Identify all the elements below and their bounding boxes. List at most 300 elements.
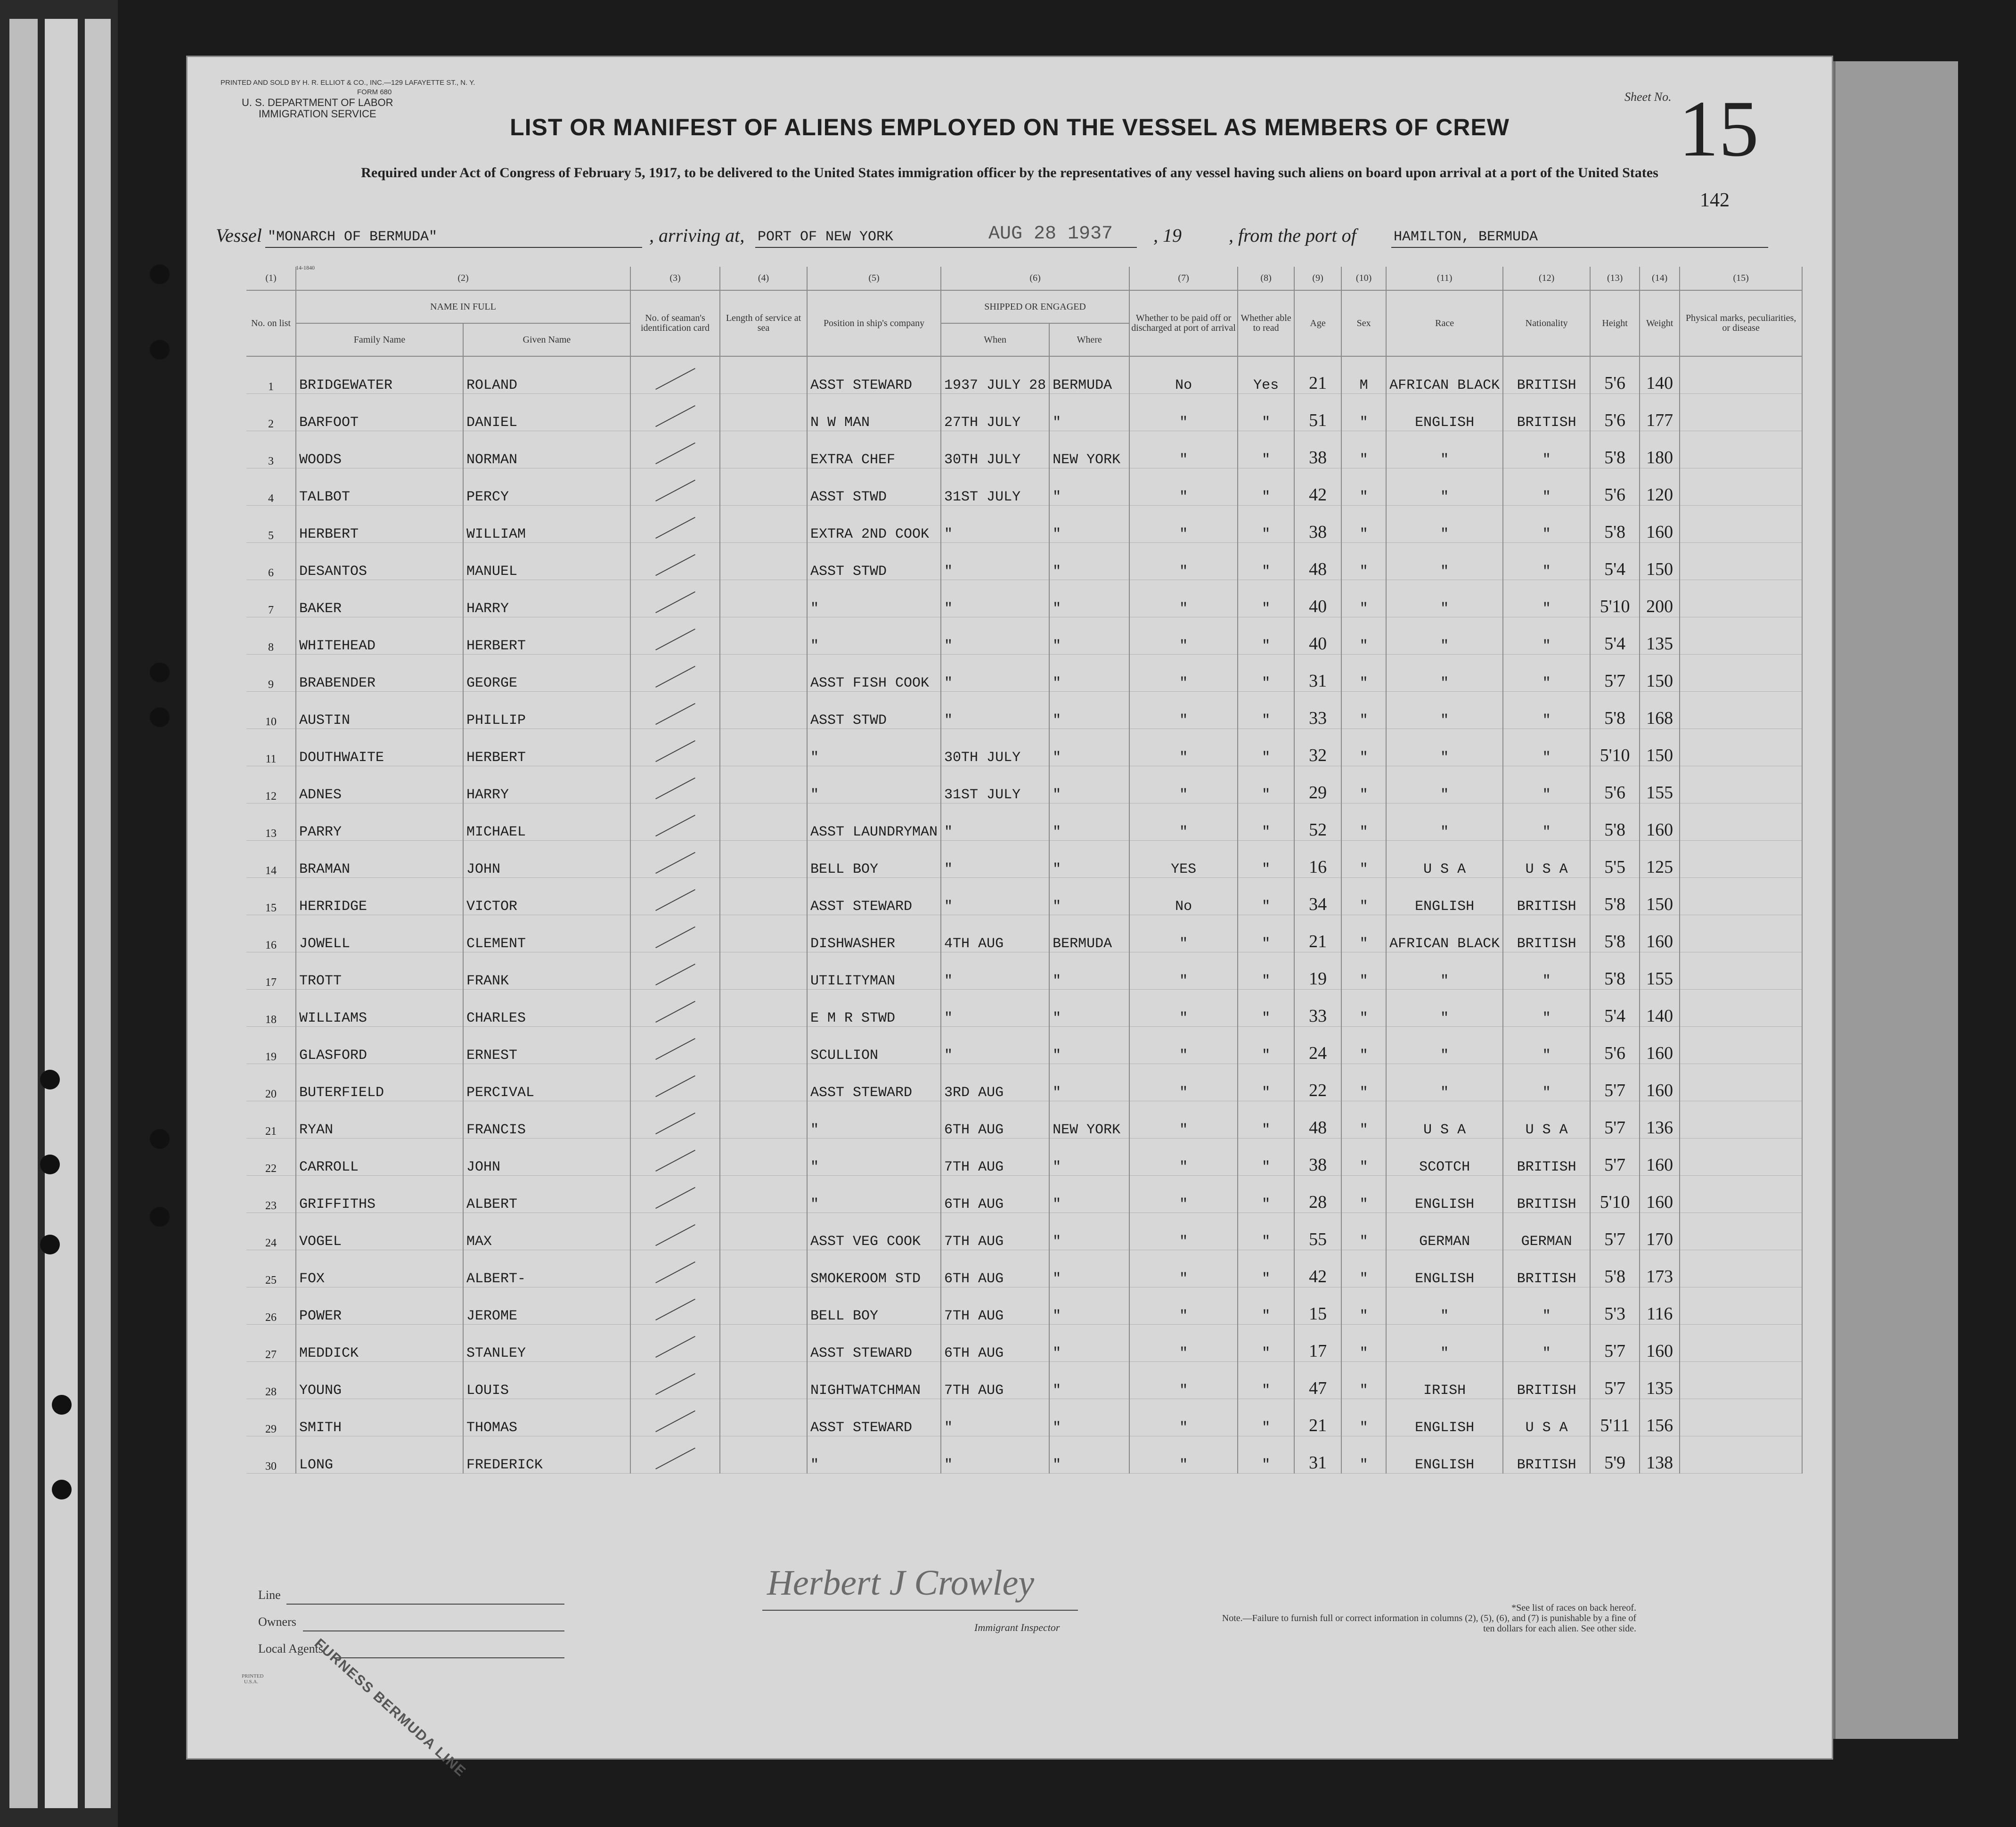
cell-seaman: [630, 952, 720, 990]
cell-nationality: BRITISH: [1503, 1139, 1590, 1176]
cell-paid: ": [1129, 506, 1238, 543]
cell-read: ": [1238, 394, 1294, 431]
arrival-date-stamp: AUG 28 1937: [988, 223, 1113, 245]
cell-when: ": [941, 1436, 1049, 1474]
cell-weight: 168: [1640, 692, 1680, 729]
service-name: IMMIGRATION SERVICE: [258, 108, 376, 120]
cell-nationality: U S A: [1503, 841, 1590, 878]
binder-page-edge: [45, 19, 78, 1808]
cell-position: EXTRA CHEF: [807, 431, 941, 468]
table-row: [246, 803, 1802, 841]
cell-age: 19: [1294, 952, 1341, 990]
cell-no: 8: [246, 617, 296, 655]
cell-age: 40: [1294, 580, 1341, 617]
cell-when: 6TH AUG: [941, 1325, 1049, 1362]
cell-seaman: [630, 1139, 720, 1176]
cell-no: 20: [246, 1064, 296, 1101]
table-row: [246, 617, 1802, 655]
cell-no: 28: [246, 1362, 296, 1399]
cell-marks: [1680, 766, 1802, 803]
check-mark-icon: [655, 1075, 695, 1097]
header-when: When: [941, 323, 1049, 356]
cell-weight: 160: [1640, 506, 1680, 543]
cell-family: BRAMAN: [296, 841, 463, 878]
cell-given: LOUIS: [463, 1362, 630, 1399]
cell-age: 33: [1294, 692, 1341, 729]
header-given-name: Given Name: [463, 323, 630, 356]
cell-sex: ": [1341, 1139, 1386, 1176]
table-row: [246, 580, 1802, 617]
cell-nationality: ": [1503, 692, 1590, 729]
cell-marks: [1680, 580, 1802, 617]
cell-length: [720, 1027, 807, 1064]
cell-sex: ": [1341, 1027, 1386, 1064]
cell-given: DANIEL: [463, 394, 630, 431]
cell-given: PERCY: [463, 468, 630, 506]
cell-marks: [1680, 1064, 1802, 1101]
cell-nationality: ": [1503, 766, 1590, 803]
cell-no: 7: [246, 580, 296, 617]
cell-read: ": [1238, 431, 1294, 468]
cell-seaman: [630, 803, 720, 841]
cell-when: 27TH JULY: [941, 394, 1049, 431]
cell-length: [720, 1399, 807, 1436]
header-paid-off: Whether to be paid off or discharged at port of arrival: [1129, 290, 1238, 356]
cell-weight: 138: [1640, 1436, 1680, 1474]
table-row: [246, 1027, 1802, 1064]
cell-no: 16: [246, 915, 296, 952]
cell-height: 5'6: [1590, 1027, 1640, 1064]
cell-read: ": [1238, 543, 1294, 580]
cell-when: ": [941, 1399, 1049, 1436]
table-row: [246, 356, 1802, 394]
cell-given: ALBERT-: [463, 1250, 630, 1287]
binder-background: [0, 0, 118, 1827]
cell-age: 21: [1294, 915, 1341, 952]
cell-no: 18: [246, 990, 296, 1027]
cell-age: 24: [1294, 1027, 1341, 1064]
table-row: [246, 915, 1802, 952]
department-name: U. S. DEPARTMENT OF LABOR: [242, 97, 393, 108]
furness-stamp: FURNESS BERMUDA LINE: [311, 1636, 469, 1780]
binder-tab: [1833, 61, 1958, 1739]
cell-position: ASST STEWARD: [807, 356, 941, 394]
cell-position: BELL BOY: [807, 841, 941, 878]
cell-paid: ": [1129, 915, 1238, 952]
cell-where: ": [1049, 468, 1129, 506]
cell-family: BUTERFIELD: [296, 1064, 463, 1101]
cell-family: AUSTIN: [296, 692, 463, 729]
cell-weight: 160: [1640, 1064, 1680, 1101]
form-code: 14-1840: [296, 264, 315, 271]
table-row: [246, 990, 1802, 1027]
document-title: LIST OR MANIFEST OF ALIENS EMPLOYED ON THE VESSEL AS MEMBERS OF CREW: [510, 114, 1510, 140]
cell-family: MEDDICK: [296, 1325, 463, 1362]
check-mark-icon: [655, 517, 695, 539]
cell-when: ": [941, 952, 1049, 990]
cell-nationality: BRITISH: [1503, 356, 1590, 394]
cell-nationality: ": [1503, 1027, 1590, 1064]
cell-age: 32: [1294, 729, 1341, 766]
cell-height: 5'7: [1590, 1325, 1640, 1362]
cell-weight: 170: [1640, 1213, 1680, 1250]
cell-paid: ": [1129, 1250, 1238, 1287]
cell-when: ": [941, 543, 1049, 580]
header-family-name: Family Name: [296, 323, 463, 356]
cell-race: ": [1386, 1027, 1503, 1064]
cell-race: ENGLISH: [1386, 394, 1503, 431]
cell-given: PERCIVAL: [463, 1064, 630, 1101]
cell-given: PHILLIP: [463, 692, 630, 729]
cell-paid: ": [1129, 468, 1238, 506]
cell-no: 4: [246, 468, 296, 506]
cell-length: [720, 1101, 807, 1139]
header-race: Race: [1386, 290, 1503, 356]
cell-sex: ": [1341, 841, 1386, 878]
departure-port: HAMILTON, BERMUDA: [1394, 229, 1538, 245]
cell-seaman: [630, 766, 720, 803]
cell-given: FRANK: [463, 952, 630, 990]
cell-family: BRIDGEWATER: [296, 356, 463, 394]
cell-where: ": [1049, 1139, 1129, 1176]
table-row: [246, 468, 1802, 506]
cell-nationality: BRITISH: [1503, 915, 1590, 952]
check-mark-icon: [655, 1187, 695, 1209]
cell-race: ENGLISH: [1386, 1176, 1503, 1213]
cell-sex: ": [1341, 878, 1386, 915]
cell-paid: ": [1129, 1064, 1238, 1101]
cell-weight: 155: [1640, 952, 1680, 990]
cell-seaman: [630, 506, 720, 543]
cell-family: POWER: [296, 1287, 463, 1325]
cell-paid: ": [1129, 1213, 1238, 1250]
local-agents-label: Local Agents: [258, 1642, 323, 1655]
cell-read: ": [1238, 878, 1294, 915]
cell-age: 28: [1294, 1176, 1341, 1213]
cell-position: N W MAN: [807, 394, 941, 431]
cell-age: 31: [1294, 655, 1341, 692]
crew-manifest-table: [246, 267, 1803, 1474]
cell-seaman: [630, 1064, 720, 1101]
cell-height: 5'7: [1590, 1064, 1640, 1101]
check-mark-icon: [655, 740, 695, 762]
table-row: [246, 506, 1802, 543]
cell-weight: 200: [1640, 580, 1680, 617]
cell-where: ": [1049, 655, 1129, 692]
col-num-9: (9): [1294, 267, 1341, 290]
table-row: [246, 878, 1802, 915]
cell-sex: ": [1341, 580, 1386, 617]
cell-seaman: [630, 990, 720, 1027]
cell-family: CARROLL: [296, 1139, 463, 1176]
cell-when: 30TH JULY: [941, 729, 1049, 766]
cell-nationality: BRITISH: [1503, 1362, 1590, 1399]
cell-seaman: [630, 1213, 720, 1250]
cell-marks: [1680, 1176, 1802, 1213]
check-mark-icon: [655, 1373, 695, 1395]
cell-no: 23: [246, 1176, 296, 1213]
cell-seaman: [630, 1250, 720, 1287]
cell-seaman: [630, 1176, 720, 1213]
cell-marks: [1680, 952, 1802, 990]
cell-marks: [1680, 1362, 1802, 1399]
cell-sex: ": [1341, 617, 1386, 655]
check-mark-icon: [655, 964, 695, 985]
col-num-10: (10): [1341, 267, 1386, 290]
cell-when: 7TH AUG: [941, 1362, 1049, 1399]
cell-nationality: ": [1503, 431, 1590, 468]
check-mark-icon: [655, 666, 695, 688]
col-num-6: (6): [941, 267, 1129, 290]
cell-when: 31ST JULY: [941, 766, 1049, 803]
agents-underline: [334, 1657, 564, 1658]
cell-when: ": [941, 580, 1049, 617]
header-sex: Sex: [1341, 290, 1386, 356]
cell-paid: ": [1129, 617, 1238, 655]
cell-read: ": [1238, 580, 1294, 617]
owners-underline: [303, 1630, 564, 1631]
cell-family: TROTT: [296, 952, 463, 990]
form-number: FORM 680: [357, 88, 392, 96]
cell-no: 25: [246, 1250, 296, 1287]
cell-height: 5'6: [1590, 766, 1640, 803]
cell-age: 15: [1294, 1287, 1341, 1325]
cell-nationality: ": [1503, 506, 1590, 543]
cell-age: 40: [1294, 617, 1341, 655]
header-nationality: Nationality: [1503, 290, 1590, 356]
cell-race: ": [1386, 506, 1503, 543]
cell-height: 5'7: [1590, 1213, 1640, 1250]
cell-seaman: [630, 915, 720, 952]
cell-nationality: U S A: [1503, 1101, 1590, 1139]
cell-marks: [1680, 1250, 1802, 1287]
manifest-sheet: [186, 56, 1833, 1780]
cell-marks: [1680, 655, 1802, 692]
cell-race: GERMAN: [1386, 1213, 1503, 1250]
cell-given: FRANCIS: [463, 1101, 630, 1139]
table-row: [246, 841, 1802, 878]
cell-height: 5'10: [1590, 580, 1640, 617]
cell-position: ": [807, 1139, 941, 1176]
cell-family: YOUNG: [296, 1362, 463, 1399]
cell-where: ": [1049, 803, 1129, 841]
cell-where: ": [1049, 1176, 1129, 1213]
cell-height: 5'6: [1590, 356, 1640, 394]
col-num-1: (1): [246, 267, 296, 290]
cell-height: 5'7: [1590, 1139, 1640, 1176]
header-name: NAME IN FULL: [296, 290, 630, 323]
cell-weight: 160: [1640, 1139, 1680, 1176]
cell-paid: ": [1129, 803, 1238, 841]
cell-read: ": [1238, 1399, 1294, 1436]
cell-weight: 140: [1640, 356, 1680, 394]
cell-family: WILLIAMS: [296, 990, 463, 1027]
cell-family: GRIFFITHS: [296, 1176, 463, 1213]
cell-marks: [1680, 394, 1802, 431]
cell-length: [720, 1213, 807, 1250]
cell-read: ": [1238, 1436, 1294, 1474]
cell-nationality: ": [1503, 655, 1590, 692]
cell-sex: ": [1341, 1176, 1386, 1213]
table-row: [246, 655, 1802, 692]
cell-family: GLASFORD: [296, 1027, 463, 1064]
check-mark-icon: [655, 703, 695, 725]
cell-no: 5: [246, 506, 296, 543]
cell-weight: 156: [1640, 1399, 1680, 1436]
cell-length: [720, 915, 807, 952]
cell-read: ": [1238, 915, 1294, 952]
cell-family: JOWELL: [296, 915, 463, 952]
binder-page-edge: [9, 19, 38, 1808]
cell-sex: ": [1341, 1213, 1386, 1250]
punch-hole: [150, 340, 170, 360]
cell-age: 17: [1294, 1325, 1341, 1362]
cell-seaman: [630, 617, 720, 655]
table-row: [246, 1287, 1802, 1325]
cell-age: 22: [1294, 1064, 1341, 1101]
sheet-number-label: Sheet No.: [1624, 90, 1672, 104]
cell-weight: 135: [1640, 1362, 1680, 1399]
line-label: Line: [258, 1588, 281, 1602]
cell-height: 5'3: [1590, 1287, 1640, 1325]
cell-length: [720, 506, 807, 543]
cell-length: [720, 431, 807, 468]
cell-where: ": [1049, 506, 1129, 543]
cell-paid: ": [1129, 1139, 1238, 1176]
cell-read: ": [1238, 766, 1294, 803]
header-age: Age: [1294, 290, 1341, 356]
header-height: Height: [1590, 290, 1640, 356]
cell-seaman: [630, 1325, 720, 1362]
inspector-label: Immigrant Inspector: [974, 1622, 1060, 1633]
cell-race: ": [1386, 543, 1503, 580]
check-mark-icon: [655, 778, 695, 799]
cell-when: ": [941, 617, 1049, 655]
cell-nationality: ": [1503, 990, 1590, 1027]
header-position: Position in ship's company: [807, 290, 941, 356]
cell-read: ": [1238, 1064, 1294, 1101]
col-num-13: (13): [1590, 267, 1640, 290]
cell-age: 29: [1294, 766, 1341, 803]
cell-paid: ": [1129, 1436, 1238, 1474]
cell-weight: 160: [1640, 1176, 1680, 1213]
cell-seaman: [630, 655, 720, 692]
header-able-read: Whether able to read: [1238, 290, 1294, 356]
cell-length: [720, 617, 807, 655]
footer-note: [1212, 1603, 1636, 1634]
cell-given: CHARLES: [463, 990, 630, 1027]
cell-sex: ": [1341, 915, 1386, 952]
cell-no: 13: [246, 803, 296, 841]
cell-when: 6TH AUG: [941, 1250, 1049, 1287]
cell-position: ": [807, 729, 941, 766]
cell-age: 55: [1294, 1213, 1341, 1250]
vessel-label: Vessel: [216, 225, 262, 246]
punch-hole: [52, 1480, 72, 1499]
cell-marks: [1680, 617, 1802, 655]
cell-weight: 173: [1640, 1250, 1680, 1287]
check-mark-icon: [655, 815, 695, 836]
cell-weight: 136: [1640, 1101, 1680, 1139]
cell-family: WHITEHEAD: [296, 617, 463, 655]
header-no: No. on list: [246, 290, 296, 356]
cell-marks: [1680, 468, 1802, 506]
cell-age: 21: [1294, 356, 1341, 394]
cell-age: 21: [1294, 1399, 1341, 1436]
table-row: [246, 1101, 1802, 1139]
cell-family: VOGEL: [296, 1213, 463, 1250]
cell-where: ": [1049, 1213, 1129, 1250]
cell-age: 38: [1294, 506, 1341, 543]
cell-paid: No: [1129, 878, 1238, 915]
cell-marks: [1680, 803, 1802, 841]
cell-seaman: [630, 1287, 720, 1325]
cell-paid: ": [1129, 1325, 1238, 1362]
cell-race: ": [1386, 617, 1503, 655]
cell-no: 19: [246, 1027, 296, 1064]
cell-age: 16: [1294, 841, 1341, 878]
cell-length: [720, 1139, 807, 1176]
cell-read: ": [1238, 617, 1294, 655]
cell-where: ": [1049, 952, 1129, 990]
cell-race: AFRICAN BLACK: [1386, 356, 1503, 394]
cell-seaman: [630, 729, 720, 766]
cell-age: 48: [1294, 1101, 1341, 1139]
cell-weight: 160: [1640, 803, 1680, 841]
cell-race: ": [1386, 990, 1503, 1027]
cell-family: ADNES: [296, 766, 463, 803]
cell-seaman: [630, 431, 720, 468]
col-num-3: (3): [630, 267, 720, 290]
line-underline: [286, 1604, 564, 1605]
cell-position: SCULLION: [807, 1027, 941, 1064]
cell-where: ": [1049, 766, 1129, 803]
check-mark-icon: [655, 1299, 695, 1320]
check-mark-icon: [655, 554, 695, 576]
cell-when: 30TH JULY: [941, 431, 1049, 468]
cell-seaman: [630, 356, 720, 394]
cell-marks: [1680, 915, 1802, 952]
cell-seaman: [630, 468, 720, 506]
cell-height: 5'8: [1590, 1250, 1640, 1287]
cell-length: [720, 356, 807, 394]
arrival-underline: [755, 247, 1137, 248]
cell-given: ALBERT: [463, 1176, 630, 1213]
cell-position: ASST VEG COOK: [807, 1213, 941, 1250]
sheet-number: 15: [1679, 84, 1759, 173]
cell-read: ": [1238, 468, 1294, 506]
cell-age: 38: [1294, 1139, 1341, 1176]
cell-position: EXTRA 2ND COOK: [807, 506, 941, 543]
cell-where: ": [1049, 878, 1129, 915]
cell-race: ": [1386, 655, 1503, 692]
table-row: [246, 1213, 1802, 1250]
cell-position: ASST FISH COOK: [807, 655, 941, 692]
cell-age: 33: [1294, 990, 1341, 1027]
cell-nationality: ": [1503, 1064, 1590, 1101]
cell-seaman: [630, 543, 720, 580]
cell-length: [720, 766, 807, 803]
cell-position: SMOKEROOM STD: [807, 1250, 941, 1287]
cell-read: ": [1238, 1250, 1294, 1287]
cell-nationality: BRITISH: [1503, 878, 1590, 915]
cell-length: [720, 1325, 807, 1362]
check-mark-icon: [655, 1001, 695, 1023]
cell-read: ": [1238, 1027, 1294, 1064]
cell-weight: 140: [1640, 990, 1680, 1027]
cell-no: 9: [246, 655, 296, 692]
cell-position: UTILITYMAN: [807, 952, 941, 990]
